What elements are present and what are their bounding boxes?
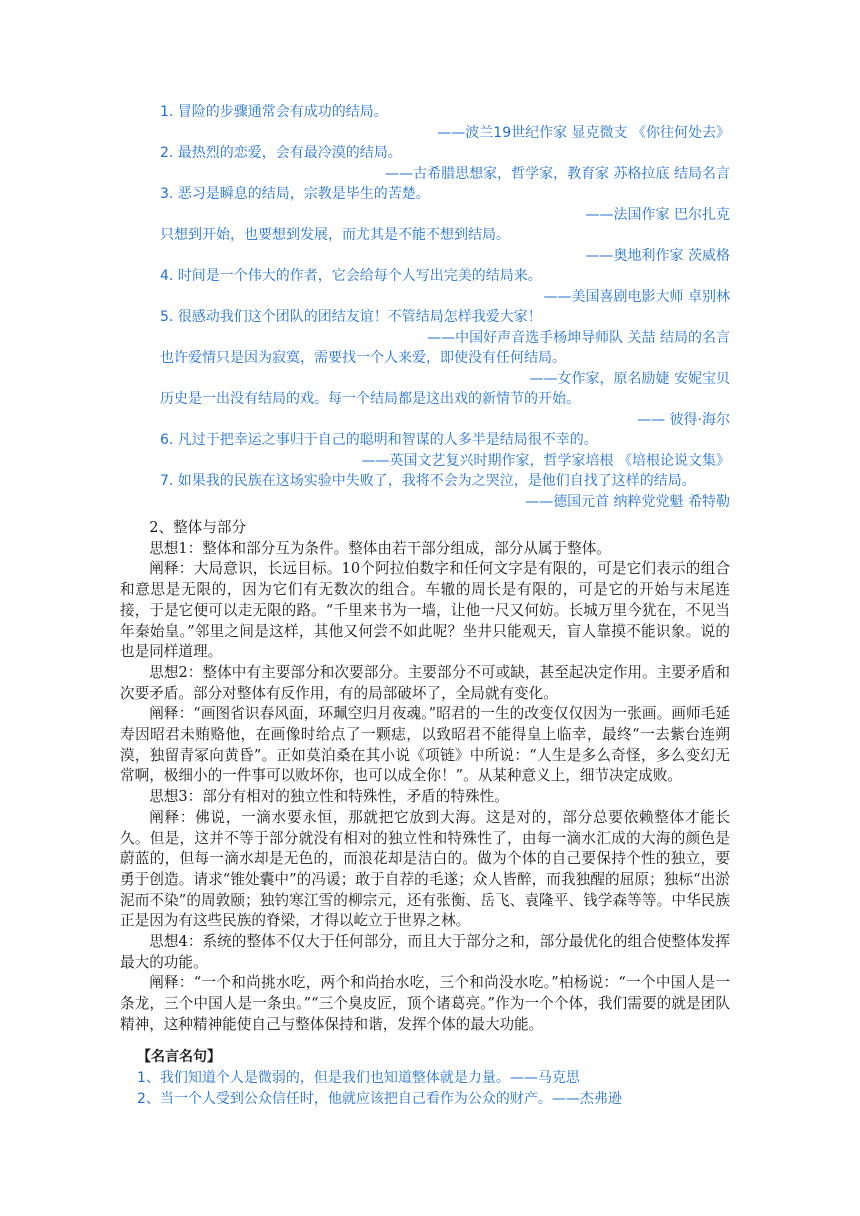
- body-text: [120, 518, 730, 1036]
- quote-attribution: ——德国元首 纳粹党党魁 希特勒: [525, 493, 730, 510]
- quote-attribution: ——法国作家 巴尔扎克: [585, 206, 730, 223]
- quote-text: 只想到开始，也要想到发展，而尤其是不能不想到结局。: [160, 227, 510, 243]
- quote-text: 6. 凡过于把幸运之事归于自己的聪明和智谋的人多半是结局很不幸的。: [160, 432, 598, 448]
- famous-quote-item: 2、当一个人受到公众信任时，他就应该把自己看作为公众的财产。——杰弗逊: [137, 1091, 622, 1107]
- body-paragraph: 阐释：佛说，一滴水要永恒，那就把它放到大海。这是对的，部分总要依赖整体才能长久。但是，这并不等于部分就没有相对的独立性和特殊性了，由每一滴水汇成的大海的颜色是蔚蓝的，但每一滴水却是无色的，而浪花却是洁白的。做为个体的自己要保持个性的独立，要勇于创造。请求“锥处囊中”的冯谖；敢于自荐的毛遂；众人皆醉，而我独醒的屈原；独标“出淤泥而不染”的周敦颐；独钓寒江雪的柳宗元，还有张衡、岳飞、袁隆平、钱学森等等。中华民族正是因为有这些民族的脊梁，才得以屹立于世界之林。: [120, 808, 730, 930]
- body-paragraph: 阐释：“画图省识春风面，环珮空归月夜魂。”昭君的一生的改变仅仅因为一张画。画师毛延寿因昭君未贿赂他，在画像时给点了一颗痣，以致昭君不能得皇上临幸，最终“一去紫台连朔漠，独留青冢向黄昏”。正如莫泊桑在其小说《项链》中所说：“人生是多么奇怪，多么变幻无常啊，极细小的一件事可以败坏你，也可以成全你！”。从某种意义上，细节决定成败。: [120, 705, 730, 785]
- quote-text: 历史是一出没有结局的戏。每一个结局都是这出戏的新情节的开始。: [160, 391, 580, 407]
- quote-attribution: ——奥地利作家 茨威格: [585, 247, 730, 264]
- body-paragraph: 阐释：“一个和尚挑水吃，两个和尚抬水吃，三个和尚没水吃。”柏杨说：“一个中国人是一条龙，三个中国人是一条虫。”“三个臭皮匠，顶个诸葛亮。”作为一个个体，我们需要的就是团队精神，这种精神能使自己与整体保持和谐，发挥个体的最大功能。: [120, 974, 730, 1033]
- quote-text: 1. 冒险的步骤通常会有成功的结局。: [160, 104, 388, 120]
- body-paragraph: 思想1：整体和部分互为条件。整体由若干部分组成，部分从属于整体。: [149, 539, 611, 557]
- quote-text: 也许爱情只是因为寂寞，需要找一个人来爱，即使没有任何结局。: [160, 350, 566, 366]
- famous-quotes-title: 【名言名句】: [137, 1049, 221, 1065]
- quote-attribution: ——古希腊思想家，哲学家，教育家 苏格拉底 结局名言: [385, 165, 730, 182]
- quote-text: 5. 很感动我们这个团队的团结友谊！不管结局怎样我爱大家！: [160, 309, 542, 325]
- quote-attribution: ——美国喜剧电影大师 卓别林: [543, 288, 730, 305]
- body-paragraph: 思想3：部分有相对的独立性和特殊性，矛盾的特殊性。: [149, 788, 509, 806]
- section-heading: 2、整体与部分: [149, 519, 247, 536]
- quote-attribution: —— 彼得·海尔: [637, 411, 730, 428]
- quote-list: [160, 102, 730, 512]
- body-paragraph: 阐释：大局意识，长远目标。10个阿拉伯数字和任何文字是有限的，可是它们表示的组合和意思是无限的，因为它们有无数次的组合。车辙的周长是有限的，可是它的开始与末尾连接，于是它便可以走无限的路。“千里来书为一墙，让他一尺又何妨。长城万里今犹在，不见当年秦始皇。”邻里之间是这样，其他又何尝不如此呢？坐井只能观天，盲人靠摸不能识象。说的也是同样道理。: [120, 560, 730, 661]
- quote-text: 7. 如果我的民族在这场实验中失败了，我将不会为之哭泣，是他们自找了这样的结局。: [160, 473, 696, 489]
- quote-text: 4. 时间是一个伟大的作者，它会给每个人写出完美的结局来。: [160, 268, 542, 284]
- quote-text: 2. 最热烈的恋爱，会有最冷漠的结局。: [160, 145, 402, 161]
- quote-attribution: ——波兰19世纪作家 显克微支 《你往何处去》: [437, 124, 730, 141]
- quote-attribution: ——英国文艺复兴时期作家，哲学家培根 《培根论说文集》: [361, 452, 730, 469]
- quote-text: 3. 恶习是瞬息的结局，宗教是毕生的苦楚。: [160, 186, 430, 202]
- body-paragraph: 思想2：整体中有主要部分和次要部分。主要部分不可或缺，甚至起决定作用。主要矛盾和次要矛盾。部分对整体有反作用，有的局部破坏了，全局就有变化。: [120, 663, 730, 702]
- famous-quotes-section: [137, 1046, 737, 1110]
- body-paragraph: 思想4：系统的整体不仅大于任何部分，而且大于部分之和，部分最优化的组合使整体发挥最大的功能。: [120, 933, 730, 971]
- quote-attribution: ——女作家，原名励婕 安妮宝贝: [529, 370, 730, 387]
- famous-quote-item: 1、我们知道个人是微弱的，但是我们也知道整体就是力量。——马克思: [137, 1070, 580, 1086]
- quote-attribution: ——中国好声音选手杨坤导师队 关喆 结局的名言: [427, 329, 730, 346]
